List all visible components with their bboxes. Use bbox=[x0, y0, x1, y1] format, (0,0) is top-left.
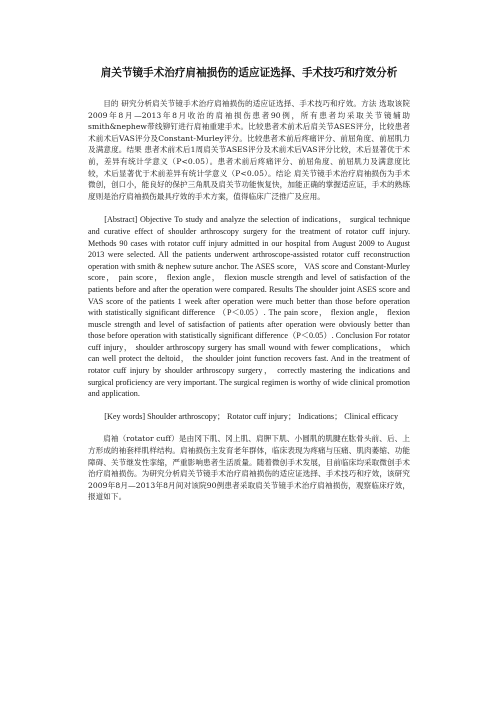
introduction-paragraph: 肩袖（rotator cuff）是由冈下肌、冈上肌、肩胛下肌、小圆肌的肌腱在肱骨头前、后、上方形成的袖套样肌样结构。肩袖损伤主发育老年群体，临床表现为疼痛与压痛、肌肉萎缩、功能障碍、关节继发性挛缩，严重影响患者生活质量。随着微创手术发展，目前临床均采取微创手术治疗肩袖损伤。为研究分析肩关节镜手术治疗肩袖损伤的适应证选择、手术技巧和疗效，该研究2009年8月—2013年8月间对该院90例患者采取肩关节镜手术治疗肩袖损伤，观察临床疗效，报道如下。 bbox=[88, 434, 410, 502]
english-keywords: [Key words] Shoulder arthroscopy； Rotator cuff injury； Indications； Clinical efficacy bbox=[104, 411, 399, 421]
english-abstract: [Abstract] Objective To study and analyze the selection of indications， surgical technique and curative effect of shoulder arthroscopy surgery for the treatment of rotator cuff injury. Methods 90 cases with rotator cuff injury admitted in our hospital from August 2009 to August 2013 were selected. All the patients underwent arthroscope-assisted rotator cuff reconstruction operation with smith & nephew suture anchor. The ASES score， VAS score and Constant-Murley score， pain score， flexion angle， flexion muscle strength and level of satisfaction of the patients before and after the operation were compared. Results The shoulder joint ASES score and VAS score of the patients 1 week after operation were much better than those before operation with statistically significant difference （P＜0.05）. The pain score， flexion angle， flexion muscle strength and level of satisfaction of patients after operation were obviously better than those before operation with statistically significant difference（P＜0.05）. Conclusion For rotator cuff injury， shoulder arthroscopy surgery has small wound with fewer complications， which can well protect the deltoid， the shoulder joint function recovers fast. And in the treatment of rotator cuff injury by shoulder arthroscopy surgery， correctly mastering the indications and surgical proficiency are very important. The surgical regimen is worthy of wide clinical promotion and application. bbox=[88, 215, 410, 399]
chinese-abstract: 目的 研究分析肩关节镜手术治疗肩袖损伤的适应证选择、手术技巧和疗效。方法 选取该院2009年8月—2013年8月收治的肩袖损伤患者90例，所有患者均采取关节镜辅助smith&nephew带线铆钉进行肩袖重建手术。比较患者术前术后肩关节ASES评分，比较患者术前术后VAS评分及Constant-Murley评分。比较患者术前后疼痛评分、前屈角度、前屈肌力及满意度。结果 患者术前术后1周肩关节ASES评分及术前术后VAS评分比较，术后显著优于术前，差异有统计学意义（P<0.05）。患者术前后疼痛评分、前屈角度、前屈肌力及满意度比较，术后显著优于术前差异有统计学意义（P<0.05）。结论 肩关节镜手术治疗肩袖损伤为手术微创，创口小，能良好的保护三角肌及肩关节功能恢复快，加能正确的掌握适应证，手术的熟练度则是治疗肩袖损伤最具疗效的手术方案，值得临床广泛推广及应用。 bbox=[88, 99, 410, 201]
paper-title: 肩关节镜手术治疗肩袖损伤的适应证选择、手术技巧和疗效分析 bbox=[100, 67, 398, 79]
